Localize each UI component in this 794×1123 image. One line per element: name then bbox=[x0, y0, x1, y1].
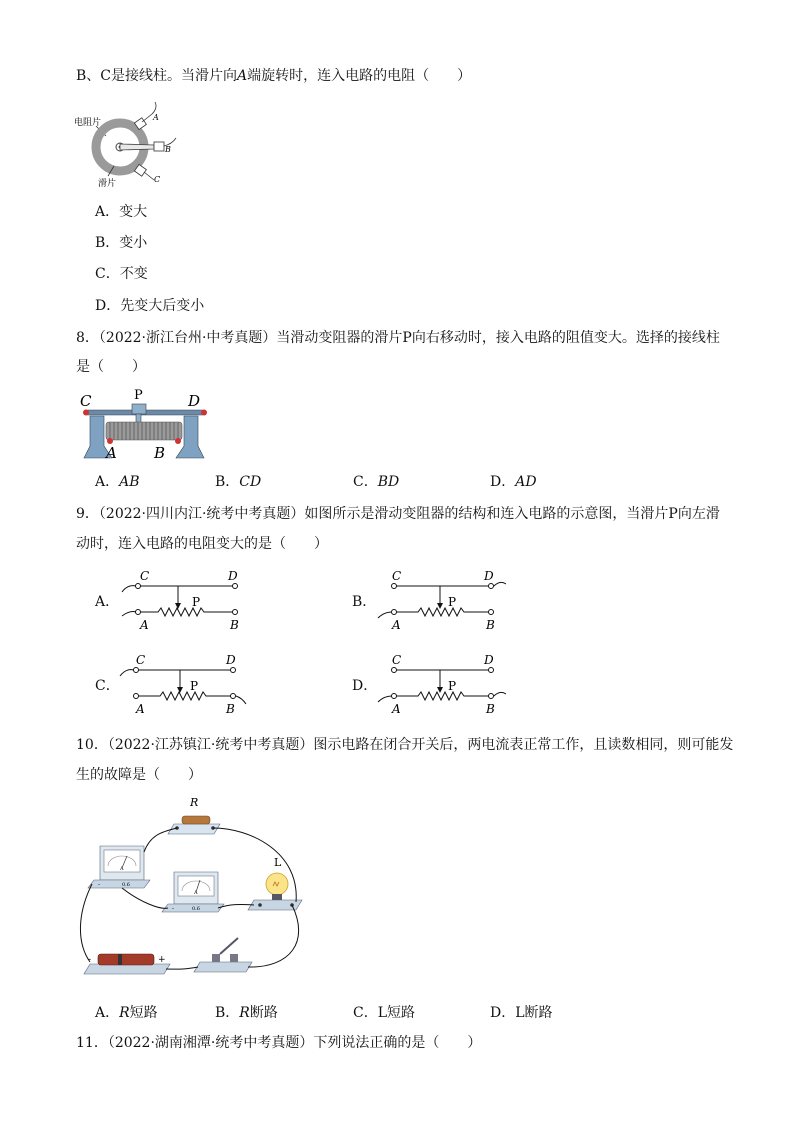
q10-stem-line1: 10．（2022·江苏镇江·统考中考真题）图示电路在闭合开关后，两电流表正常工作，且读数相同，则可能发 bbox=[76, 737, 734, 753]
svg-text:B: B bbox=[486, 702, 495, 716]
q9-option-b-diagram bbox=[374, 568, 514, 634]
svg-text:A: A bbox=[194, 890, 198, 896]
q11-stem: 11．（2022·湖南湘潭·统考中考真题）下列说法正确的是（ ） bbox=[76, 1035, 482, 1051]
svg-text:P: P bbox=[448, 679, 457, 693]
q8-label-d: D bbox=[188, 392, 201, 410]
svg-text:A: A bbox=[120, 866, 124, 872]
q8-option-a: A．AB bbox=[95, 474, 140, 490]
svg-text:A: A bbox=[140, 618, 149, 632]
q8-option-c: C．BD bbox=[353, 474, 400, 490]
svg-text:D: D bbox=[226, 653, 236, 667]
q10-label-r: R bbox=[190, 796, 199, 809]
q10-option-c: C．L短路 bbox=[353, 1005, 416, 1021]
q10-label-l: L bbox=[274, 856, 282, 869]
q8-stem-line1: 8．（2022·浙江台州·中考真题）当滑动变阻器的滑片P向右移动时，接入电路的阻值变大。选择的接线柱 bbox=[76, 330, 720, 346]
q8-label-b: B bbox=[154, 444, 166, 462]
q9-option-a-diagram bbox=[118, 568, 248, 634]
q7-option-a: A．变大 bbox=[95, 204, 148, 220]
svg-text:0.6: 0.6 bbox=[122, 882, 130, 888]
q9-option-a-label: A． bbox=[95, 594, 120, 610]
q10-option-d: D．L断路 bbox=[490, 1005, 553, 1021]
q9-option-c-diagram bbox=[118, 650, 248, 716]
q7-stem bbox=[76, 66, 471, 86]
svg-text:P: P bbox=[192, 595, 201, 609]
svg-text:B: B bbox=[226, 702, 235, 716]
q7-stem-post: 端旋转时，连入电路的电阻（ ） bbox=[247, 68, 472, 84]
q7-slider-arm bbox=[120, 144, 154, 150]
q7-label-b: B bbox=[165, 145, 171, 154]
q10-switch-base bbox=[194, 962, 252, 972]
q7-label-slider: 滑片 bbox=[98, 179, 117, 189]
q10-switch-lever bbox=[220, 938, 238, 954]
svg-text:-: - bbox=[88, 955, 92, 965]
q10-battery-base bbox=[84, 964, 170, 974]
q10-battery bbox=[98, 954, 154, 965]
q8-slide-rheostat-figure bbox=[76, 386, 216, 464]
svg-text:+: + bbox=[158, 955, 166, 965]
q7-label-c: C bbox=[154, 175, 161, 184]
svg-text:A: A bbox=[392, 618, 401, 632]
q7-option-c: C．不变 bbox=[95, 266, 148, 282]
q9-option-d-diagram bbox=[374, 650, 514, 716]
q10-lamp bbox=[266, 873, 288, 895]
q7-option-d: D．先变大后变小 bbox=[95, 298, 205, 314]
svg-text:B: B bbox=[486, 618, 495, 632]
svg-text:C: C bbox=[392, 653, 402, 667]
svg-text:D: D bbox=[484, 569, 494, 583]
q8-label-a: A bbox=[106, 444, 117, 462]
q7-stem-a: A bbox=[237, 68, 248, 84]
svg-text:P: P bbox=[190, 679, 199, 693]
q7-rotary-potentiometer-figure bbox=[74, 102, 194, 194]
svg-text:0.6: 0.6 bbox=[192, 906, 200, 912]
svg-text:C: C bbox=[140, 569, 150, 583]
q8-option-b: B．CD bbox=[215, 474, 262, 490]
svg-text:D: D bbox=[228, 569, 238, 583]
q9-option-b-label: B． bbox=[352, 594, 377, 610]
q8-label-p: P bbox=[134, 388, 143, 403]
q10-option-b: B．R断路 bbox=[215, 1005, 278, 1021]
q8-label-c: C bbox=[80, 392, 92, 410]
q10-option-a: A．R短路 bbox=[95, 1005, 158, 1021]
svg-text:P: P bbox=[448, 595, 457, 609]
svg-text:C: C bbox=[392, 569, 402, 583]
q8-option-d: D．AD bbox=[490, 474, 537, 490]
svg-text:D: D bbox=[484, 653, 494, 667]
q10-circuit-figure bbox=[70, 792, 320, 990]
q7-label-resistor: 电阻片 bbox=[74, 118, 102, 128]
q7-option-b: B．变小 bbox=[95, 235, 148, 251]
q9-stem-line1: 9．（2022·四川内江·统考中考真题）如图所示是滑动变阻器的结构和连入电路的示意图，当滑片P向左滑 bbox=[76, 506, 720, 522]
svg-text:B: B bbox=[230, 618, 239, 632]
q7-stem-pre: B、C是接线柱。当滑片向 bbox=[76, 68, 237, 84]
q10-resistor bbox=[182, 816, 210, 824]
svg-text:C: C bbox=[136, 653, 146, 667]
q7-label-a: A bbox=[153, 113, 159, 122]
svg-text:-: - bbox=[98, 881, 101, 888]
q9-option-d-label: D． bbox=[352, 678, 378, 694]
q10-stem-line2: 生的故障是（ ） bbox=[76, 767, 202, 783]
svg-text:-: - bbox=[172, 905, 175, 912]
q9-option-c-label: C． bbox=[95, 678, 120, 694]
q9-stem-line2: 动时，连入电路的电阻变大的是（ ） bbox=[76, 536, 328, 552]
svg-text:A: A bbox=[392, 702, 401, 716]
q8-stem-line2: 是（ ） bbox=[76, 359, 146, 375]
svg-text:A: A bbox=[136, 702, 145, 716]
